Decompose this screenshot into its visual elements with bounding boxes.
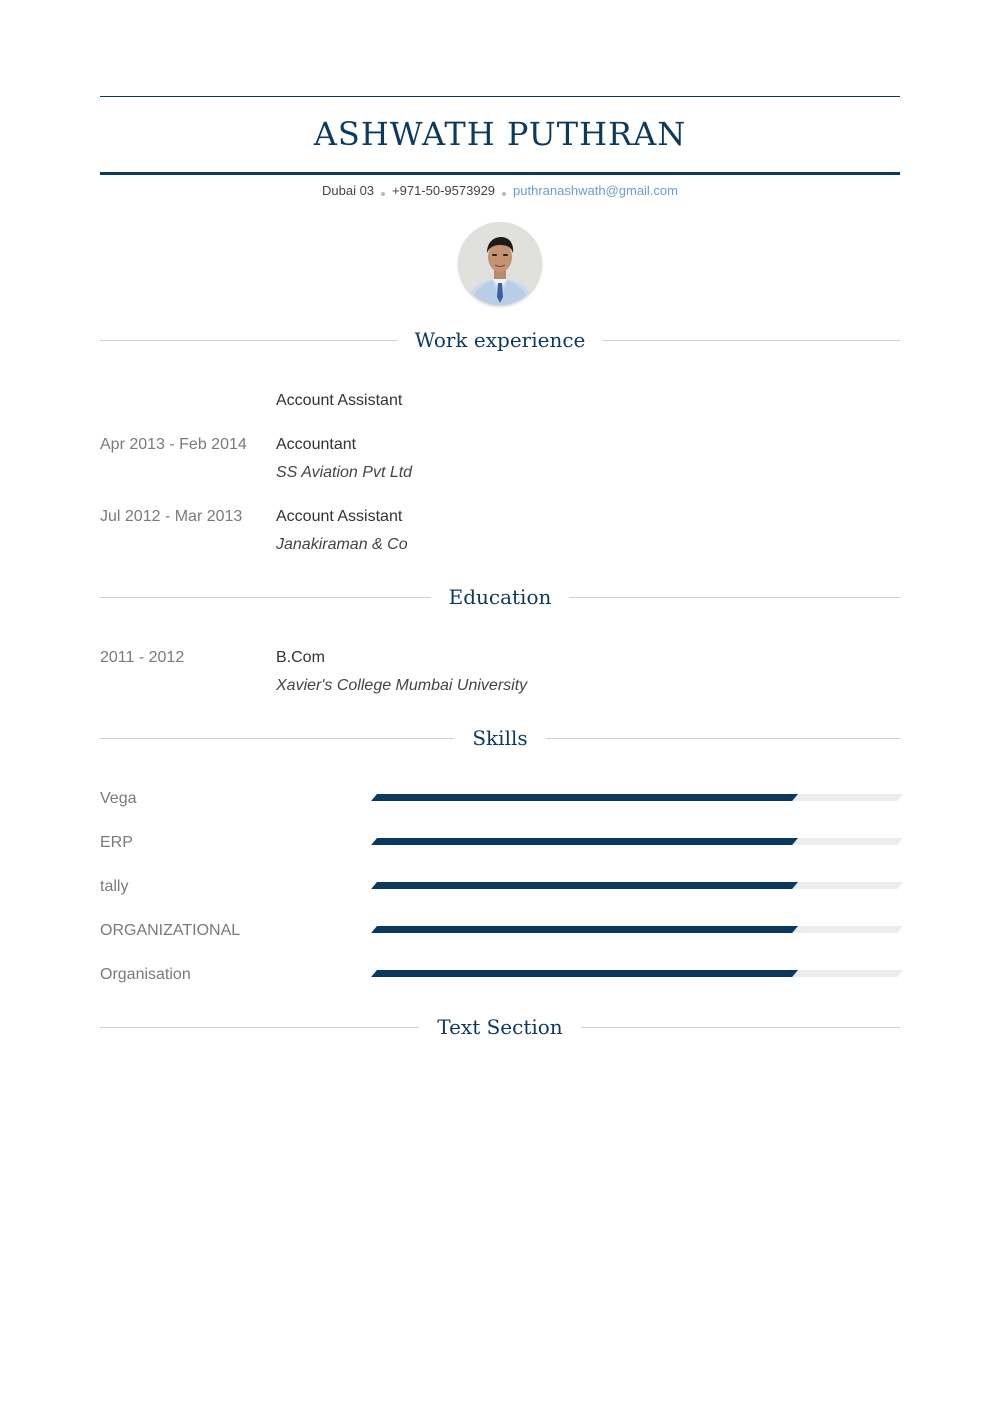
work-company: Janakiraman & Co [276,536,408,553]
education-degree: B.Com [276,649,325,666]
contact-phone: +971-50-9573929 [392,183,496,198]
education-title: Education [431,585,570,609]
work-role: Accountant [276,436,357,453]
work-role: Account Assistant [276,508,403,525]
work-role: Account Assistant [276,392,403,409]
work-date: Jul 2012 - Mar 2013 [100,508,243,525]
skill-row [100,787,903,811]
section-title [100,325,900,358]
work-company: SS Aviation Pvt Ltd [276,464,413,481]
skill-name: ORGANIZATIONAL [100,922,241,939]
profile-photo [459,223,541,305]
skill-row [100,875,903,899]
skill-name: ERP [100,834,133,851]
education-school: Xavier's College Mumbai University [276,677,528,694]
skill-level-bar [371,838,903,845]
section-title [100,582,900,615]
skills-header [100,723,900,753]
work-experience-header [100,325,900,355]
skill-row [100,963,903,987]
text-section-header [100,1012,900,1042]
education-date: 2011 - 2012 [100,649,185,666]
skill-level-fill [371,838,798,845]
skill-level-bar [371,882,903,889]
separator-dot-icon [502,192,506,196]
work-experience-title: Work experience [397,328,604,352]
work-date: Apr 2013 - Feb 2014 [100,436,247,453]
skill-level-fill [371,882,798,889]
skill-name: Vega [100,790,137,807]
education-header [100,582,900,612]
candidate-name: ASHWATH PUTHRAN [313,115,687,153]
skill-level-fill [371,970,798,977]
skill-level-bar [371,794,903,801]
text-section-title: Text Section [419,1015,580,1039]
contact-email-link[interactable]: puthranashwath@gmail.com [513,183,678,198]
separator-dot-icon [381,192,385,196]
skill-level-fill [371,926,798,933]
skill-level-fill [371,794,798,801]
profile-photo-image [459,223,541,305]
name-divider [100,172,900,175]
skill-row [100,919,903,943]
skill-level-bar [371,970,903,977]
skill-name: Organisation [100,966,191,983]
top-divider [100,96,900,97]
skill-name: tally [100,878,129,895]
skill-row [100,831,903,855]
skills-title: Skills [454,726,545,750]
section-title [100,723,900,756]
contact-location: Dubai 03 [321,183,375,198]
section-title [100,1012,900,1045]
contact-line [100,181,900,201]
skill-level-bar [371,926,903,933]
